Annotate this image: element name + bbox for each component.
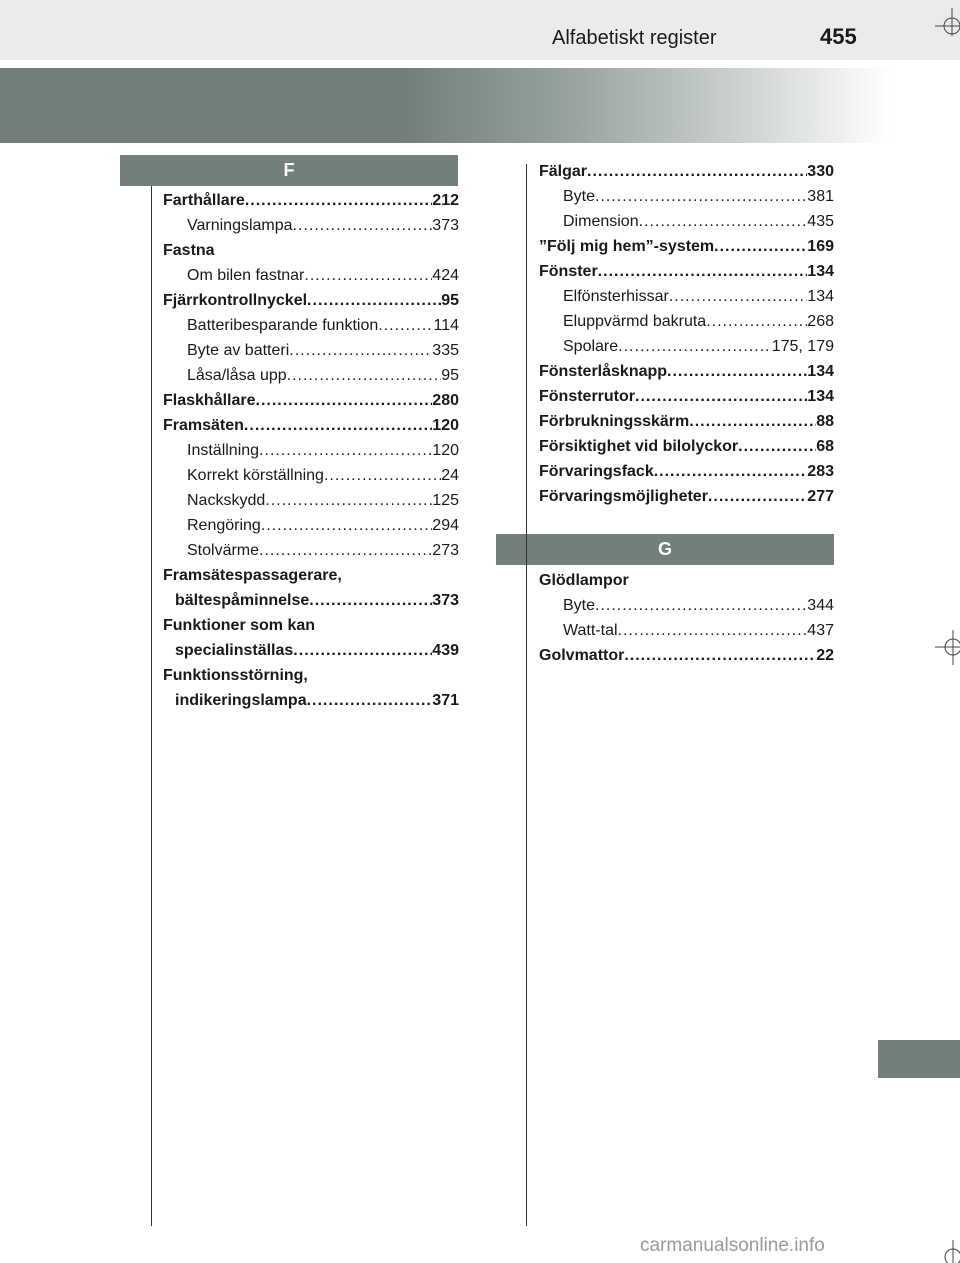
index-page-ref: 125 [432, 492, 459, 509]
index-page-ref: 88 [816, 413, 834, 430]
index-page-ref: 439 [432, 642, 459, 659]
leader-dots [265, 488, 432, 513]
leader-dots [639, 209, 808, 234]
index-subentry [187, 213, 459, 238]
leader-dots [287, 363, 442, 388]
index-term: Förvaringsfack [539, 463, 654, 480]
leader-dots [259, 438, 432, 463]
index-entry [163, 413, 459, 438]
index-term: Framsäten [163, 417, 244, 434]
section-header-g: G [496, 534, 834, 565]
index-page-ref: 68 [816, 438, 834, 455]
index-page-ref: 134 [807, 288, 834, 305]
index-entry [539, 359, 834, 384]
index-subentry [187, 263, 459, 288]
index-term: specialinställas [175, 642, 294, 659]
page-number: 455 [820, 24, 857, 49]
leader-dots [259, 538, 432, 563]
column-divider [526, 164, 527, 1226]
leader-dots [307, 688, 433, 713]
index-subentry [187, 338, 459, 363]
index-entry [175, 638, 459, 663]
index-page-ref: 373 [432, 217, 459, 234]
index-term: Fastna [163, 242, 215, 259]
leader-dots [587, 159, 807, 184]
leader-dots [738, 434, 816, 459]
index-page-ref: 371 [432, 692, 459, 709]
index-term: Nackskydd [187, 492, 266, 509]
crop-mark-icon [935, 1240, 960, 1263]
index-subentry [563, 593, 834, 618]
leader-dots [256, 388, 433, 413]
leader-dots [595, 184, 807, 209]
index-term: Farthållare [163, 192, 245, 209]
index-entry [163, 238, 459, 263]
index-entry [539, 643, 834, 668]
index-term: Eluppvärmd bakruta [563, 313, 707, 330]
index-subentry [563, 209, 834, 234]
index-term: Förvaringsmöjligheter [539, 488, 708, 505]
leader-dots [618, 334, 772, 359]
index-term: Elfönsterhissar [563, 288, 669, 305]
index-term: Fjärrkontrollnyckel [163, 292, 308, 309]
index-page-ref: 212 [432, 192, 459, 209]
leader-dots [624, 643, 816, 668]
index-term: Funktioner som kan [163, 617, 316, 634]
index-entry [539, 409, 834, 434]
index-term: Watt-tal [563, 622, 618, 639]
header-bar [0, 0, 960, 60]
index-subentry [187, 538, 459, 563]
leader-dots [309, 588, 432, 613]
index-page-ref: 283 [807, 463, 834, 480]
leader-dots [293, 638, 432, 663]
index-term: Rengöring [187, 517, 261, 534]
index-page-ref: 344 [807, 597, 834, 614]
section-banner [0, 68, 890, 143]
index-entry [539, 259, 834, 284]
index-term: Om bilen fastnar [187, 267, 305, 284]
index-subentry [563, 284, 834, 309]
index-term: Framsätespassagerare, [163, 567, 342, 584]
index-entry [163, 288, 459, 313]
leader-dots [293, 213, 433, 238]
index-page-ref: 134 [807, 388, 834, 405]
index-term: indikeringslampa [175, 692, 307, 709]
index-entry [539, 459, 834, 484]
leader-dots [598, 259, 808, 284]
index-term: Glödlampor [539, 572, 629, 589]
index-entry [163, 563, 459, 588]
leader-dots [378, 313, 433, 338]
index-page-ref: 280 [432, 392, 459, 409]
index-page-ref: 22 [816, 647, 834, 664]
page-title: Alfabetiskt register [552, 27, 717, 49]
index-entry [175, 688, 459, 713]
index-page-ref: 330 [807, 163, 834, 180]
index-entry [539, 568, 834, 593]
index-page-ref: 175, 179 [771, 338, 834, 355]
leader-dots [618, 618, 808, 643]
index-term: Inställning [187, 442, 260, 459]
index-entry [163, 613, 459, 638]
index-term: Försiktighet vid bilolyckor [539, 438, 739, 455]
index-subentry [563, 309, 834, 334]
index-page-ref: 120 [432, 417, 459, 434]
leader-dots [669, 284, 807, 309]
index-term: Låsa/låsa upp [187, 367, 287, 384]
index-term: bältespåminnelse [175, 592, 310, 609]
leader-dots [714, 234, 807, 259]
leader-dots [667, 359, 807, 384]
index-subentry [563, 334, 834, 359]
index-page-ref: 95 [441, 367, 459, 384]
index-term: Förbrukningsskärm [539, 413, 690, 430]
index-entry [539, 384, 834, 409]
index-page-ref: 335 [432, 342, 459, 359]
index-subentry [187, 488, 459, 513]
index-term: Fönsterlåsknapp [539, 363, 668, 380]
index-page-ref: 114 [433, 317, 459, 334]
index-term: Flaskhållare [163, 392, 256, 409]
leader-dots [635, 384, 807, 409]
index-subentry [563, 618, 834, 643]
leader-dots [304, 263, 432, 288]
index-entry [175, 588, 459, 613]
index-entry [539, 234, 834, 259]
index-page-ref: 169 [807, 238, 834, 255]
index-term: Fönsterrutor [539, 388, 635, 405]
index-page-ref: 273 [432, 542, 459, 559]
leader-dots [324, 463, 441, 488]
index-page-ref: 24 [441, 467, 459, 484]
watermark: carmanualsonline.info [640, 1235, 825, 1256]
leader-dots [289, 338, 432, 363]
index-page-ref: 268 [807, 313, 834, 330]
leader-dots [689, 409, 816, 434]
index-page-ref: 437 [807, 622, 834, 639]
index-entry [539, 484, 834, 509]
crop-mark-icon [935, 8, 960, 36]
index-page-ref: 424 [432, 267, 459, 284]
leader-dots [245, 188, 432, 213]
index-term: Golvmattor [539, 647, 625, 664]
index-term: Batteribesparande funktion [187, 317, 379, 334]
index-entry [539, 434, 834, 459]
leader-dots [595, 593, 807, 618]
index-page-ref: 277 [807, 488, 834, 505]
index-subentry [187, 463, 459, 488]
index-term: Fälgar [539, 163, 588, 180]
index-page-ref: 134 [807, 363, 834, 380]
index-term: Byte [563, 188, 596, 205]
index-entry [163, 188, 459, 213]
index-entry [163, 663, 459, 688]
leader-dots [244, 413, 432, 438]
chapter-tab [878, 1040, 960, 1078]
leader-dots [261, 513, 432, 538]
index-page-ref: 435 [807, 213, 834, 230]
index-subentry [187, 363, 459, 388]
index-subentry [187, 438, 459, 463]
index-term: Spolare [563, 338, 619, 355]
index-subentry [187, 513, 459, 538]
index-term: Fönster [539, 263, 598, 280]
index-page-ref: 134 [807, 263, 834, 280]
column-divider [151, 186, 152, 1226]
index-subentry [187, 313, 459, 338]
index-term: Byte av batteri [187, 342, 290, 359]
index-term: Korrekt körställning [187, 467, 324, 484]
index-page-ref: 381 [807, 188, 834, 205]
index-page-ref: 95 [441, 292, 459, 309]
leader-dots [706, 309, 807, 334]
index-term: Stolvärme [187, 542, 260, 559]
index-term: ”Följ mig hem”-system [539, 238, 715, 255]
index-page-ref: 120 [432, 442, 459, 459]
index-entry [163, 388, 459, 413]
index-subentry [563, 184, 834, 209]
leader-dots [708, 484, 807, 509]
index-term: Dimension [563, 213, 639, 230]
index-term: Varningslampa [187, 217, 293, 234]
leader-dots [307, 288, 441, 313]
index-term: Funktionsstörning, [163, 667, 308, 684]
index-entry [539, 159, 834, 184]
index-term: Byte [563, 597, 596, 614]
crop-mark-icon [935, 630, 960, 665]
index-page-ref: 373 [432, 592, 459, 609]
section-header-f: F [120, 155, 458, 186]
index-page-ref: 294 [432, 517, 459, 534]
leader-dots [654, 459, 808, 484]
